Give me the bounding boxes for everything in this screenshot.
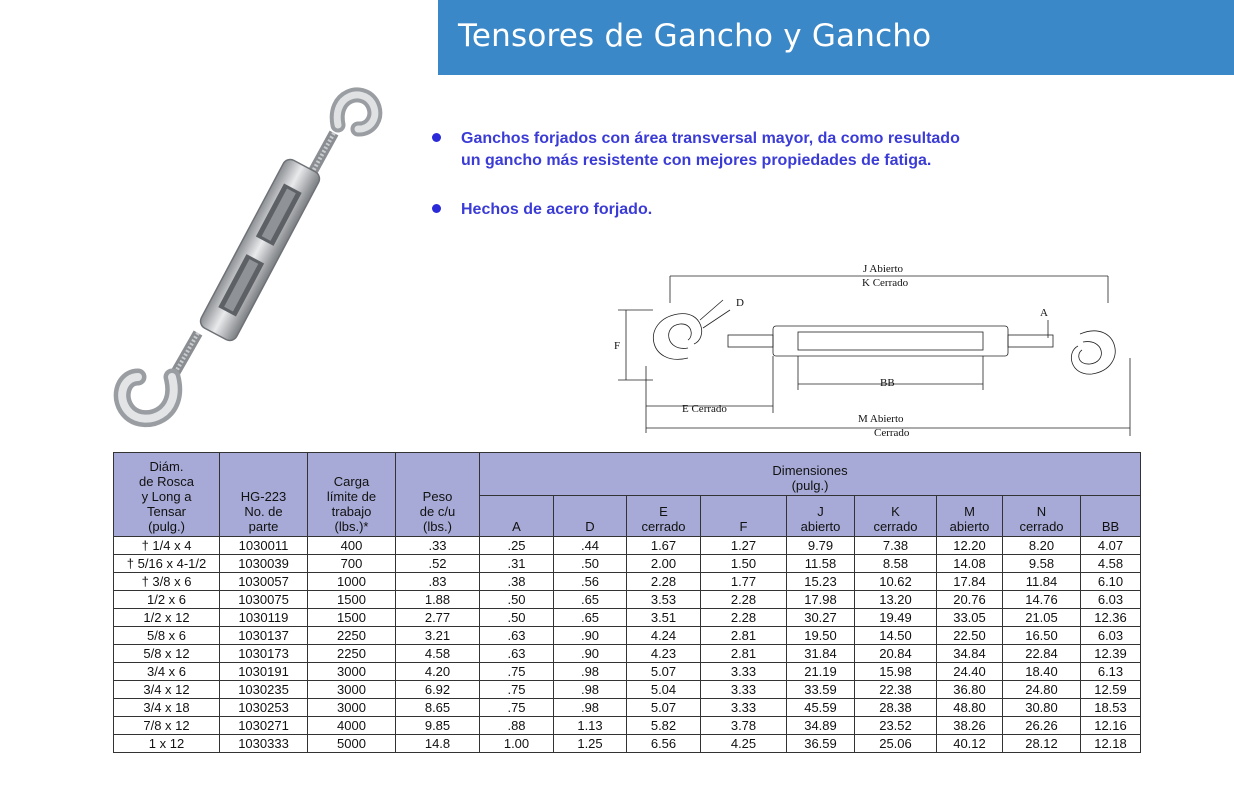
table-cell: 2.81	[701, 645, 787, 663]
table-cell: 4.23	[627, 645, 701, 663]
table-cell: 40.12	[937, 735, 1003, 753]
table-cell: .44	[554, 537, 627, 555]
table-cell: 2250	[308, 627, 396, 645]
table-cell: 14.8	[396, 735, 480, 753]
table-cell: 2.00	[627, 555, 701, 573]
diagram-label-bb: BB	[880, 377, 895, 389]
table-cell: 21.19	[787, 663, 855, 681]
table-cell: .33	[396, 537, 480, 555]
table-cell: 3.53	[627, 591, 701, 609]
header-bb: BB	[1081, 496, 1141, 537]
table-cell: 1 x 12	[114, 735, 220, 753]
table-cell: 12.59	[1081, 681, 1141, 699]
table-cell: .83	[396, 573, 480, 591]
table-cell: 5/8 x 12	[114, 645, 220, 663]
header-a: A	[480, 496, 554, 537]
table-cell: 400	[308, 537, 396, 555]
table-row	[114, 717, 1141, 735]
table-cell: 700	[308, 555, 396, 573]
header-n: N cerrado	[1003, 496, 1081, 537]
table-cell: 18.53	[1081, 699, 1141, 717]
table-cell: 12.16	[1081, 717, 1141, 735]
header-m: M abierto	[937, 496, 1003, 537]
table-cell: 33.05	[937, 609, 1003, 627]
diagram-label-f: F	[614, 340, 621, 352]
table-cell: † 5/16 x 4-1/2	[114, 555, 220, 573]
table-cell: 6.56	[627, 735, 701, 753]
title-bar	[438, 0, 1234, 75]
table-cell: 8.20	[1003, 537, 1081, 555]
table-cell: 17.98	[787, 591, 855, 609]
table-cell: 2.28	[701, 609, 787, 627]
table-cell: .75	[480, 663, 554, 681]
table-cell: .63	[480, 627, 554, 645]
table-cell: 1.27	[701, 537, 787, 555]
table-cell: .98	[554, 681, 627, 699]
table-cell: .38	[480, 573, 554, 591]
table-cell: 2.28	[701, 591, 787, 609]
diagram-label-d: D	[736, 297, 744, 309]
table-cell: 6.03	[1081, 591, 1141, 609]
table-cell: 1030333	[220, 735, 308, 753]
table-cell: .31	[480, 555, 554, 573]
diagram-label-m: M Abierto	[858, 413, 904, 425]
table-cell: 23.52	[855, 717, 937, 735]
table-cell: † 1/4 x 4	[114, 537, 220, 555]
table-cell: 20.84	[855, 645, 937, 663]
table-cell: 5.07	[627, 699, 701, 717]
table-cell: 28.38	[855, 699, 937, 717]
table-cell: 1030271	[220, 717, 308, 735]
table-cell: 5.82	[627, 717, 701, 735]
table-row	[114, 609, 1141, 627]
table-cell: 1030011	[220, 537, 308, 555]
header-load-limit: Carga límite de trabajo (lbs.)*	[308, 453, 396, 537]
table-cell: 8.58	[855, 555, 937, 573]
table-cell: 30.80	[1003, 699, 1081, 717]
table-cell: 7.38	[855, 537, 937, 555]
table-cell: .65	[554, 609, 627, 627]
table-cell: 9.79	[787, 537, 855, 555]
diagram-label-j: J Abierto	[863, 263, 904, 275]
table-cell: 3.51	[627, 609, 701, 627]
table-cell: 5.07	[627, 663, 701, 681]
table-cell: 38.26	[937, 717, 1003, 735]
bullet-icon	[432, 204, 441, 213]
table-cell: 2.28	[627, 573, 701, 591]
table-cell: 45.59	[787, 699, 855, 717]
table-cell: .52	[396, 555, 480, 573]
table-cell: 28.12	[1003, 735, 1081, 753]
table-cell: 22.38	[855, 681, 937, 699]
table-cell: 24.80	[1003, 681, 1081, 699]
header-f: F	[701, 496, 787, 537]
table-cell: 11.84	[1003, 573, 1081, 591]
table-cell: 3000	[308, 699, 396, 717]
table-cell: 1030191	[220, 663, 308, 681]
table-cell: 1.13	[554, 717, 627, 735]
table-cell: 10.62	[855, 573, 937, 591]
header-part-number: HG-223 No. de parte	[220, 453, 308, 537]
table-cell: 3.33	[701, 681, 787, 699]
table-cell: 36.59	[787, 735, 855, 753]
table-cell: 22.84	[1003, 645, 1081, 663]
table-cell: 1.50	[701, 555, 787, 573]
table-cell: 6.13	[1081, 663, 1141, 681]
table-cell: 12.36	[1081, 609, 1141, 627]
table-cell: 1030253	[220, 699, 308, 717]
table-cell: 3000	[308, 681, 396, 699]
table-cell: 19.49	[855, 609, 937, 627]
table-cell: 22.50	[937, 627, 1003, 645]
table-cell: 1030173	[220, 645, 308, 663]
table-cell: 1500	[308, 609, 396, 627]
table-cell: 6.92	[396, 681, 480, 699]
table-cell: 1030057	[220, 573, 308, 591]
table-cell: 3000	[308, 663, 396, 681]
table-cell: 6.03	[1081, 627, 1141, 645]
table-cell: 36.80	[937, 681, 1003, 699]
table-cell: 1.00	[480, 735, 554, 753]
table-cell: 1030137	[220, 627, 308, 645]
table-cell: 3/4 x 6	[114, 663, 220, 681]
table-cell: 1030119	[220, 609, 308, 627]
table-cell: 2.77	[396, 609, 480, 627]
table-cell: 9.85	[396, 717, 480, 735]
table-cell: 2.81	[701, 627, 787, 645]
table-row	[114, 735, 1141, 753]
table-cell: .98	[554, 663, 627, 681]
diagram-label-a: A	[1040, 307, 1048, 319]
table-cell: .75	[480, 699, 554, 717]
header-j: J abierto	[787, 496, 855, 537]
table-cell: 13.20	[855, 591, 937, 609]
table-cell: 1500	[308, 591, 396, 609]
feature-text: Ganchos forjados con área transversal mayor, da como resultado un gancho más resistente con mejores propiedades de fatiga.	[461, 130, 960, 169]
table-row	[114, 537, 1141, 555]
table-cell: 9.58	[1003, 555, 1081, 573]
table-cell: 33.59	[787, 681, 855, 699]
table-cell: 21.05	[1003, 609, 1081, 627]
feature-item	[430, 128, 1070, 172]
header-diameter: Diám. de Rosca y Long a Tensar (pulg.)	[114, 453, 220, 537]
table-cell: 1/2 x 12	[114, 609, 220, 627]
table-cell: 3.33	[701, 699, 787, 717]
table-cell: 19.50	[787, 627, 855, 645]
table-cell: 17.84	[937, 573, 1003, 591]
table-cell: 8.65	[396, 699, 480, 717]
table-cell: .65	[554, 591, 627, 609]
table-cell: 34.89	[787, 717, 855, 735]
table-cell: 15.98	[855, 663, 937, 681]
table-cell: .98	[554, 699, 627, 717]
table-cell: 30.27	[787, 609, 855, 627]
header-k: K cerrado	[855, 496, 937, 537]
feature-item	[430, 199, 1070, 221]
table-cell: 7/8 x 12	[114, 717, 220, 735]
table-cell: 11.58	[787, 555, 855, 573]
table-cell: 26.26	[1003, 717, 1081, 735]
table-cell: 3.33	[701, 663, 787, 681]
table-row	[114, 591, 1141, 609]
table-cell: .63	[480, 645, 554, 663]
table-cell: 15.23	[787, 573, 855, 591]
table-cell: 4.07	[1081, 537, 1141, 555]
table-row	[114, 663, 1141, 681]
table-cell: 5.04	[627, 681, 701, 699]
table-cell: 3/4 x 12	[114, 681, 220, 699]
table-cell: 1030039	[220, 555, 308, 573]
table-cell: 3.78	[701, 717, 787, 735]
table-cell: 48.80	[937, 699, 1003, 717]
dimension-diagram	[608, 258, 1138, 443]
table-cell: .75	[480, 681, 554, 699]
table-cell: 1.67	[627, 537, 701, 555]
table-cell: 14.50	[855, 627, 937, 645]
table-cell: 14.76	[1003, 591, 1081, 609]
header-weight: Peso de c/u (lbs.)	[396, 453, 480, 537]
table-cell: 14.08	[937, 555, 1003, 573]
table-cell: .25	[480, 537, 554, 555]
table-cell: 12.39	[1081, 645, 1141, 663]
table-cell: 16.50	[1003, 627, 1081, 645]
feature-list	[430, 128, 1070, 248]
table-cell: 4.24	[627, 627, 701, 645]
table-cell: 1030235	[220, 681, 308, 699]
table-cell: 4000	[308, 717, 396, 735]
bullet-icon	[432, 133, 441, 142]
table-cell: 24.40	[937, 663, 1003, 681]
table-cell: .88	[480, 717, 554, 735]
table-row	[114, 627, 1141, 645]
table-cell: .56	[554, 573, 627, 591]
table-cell: 18.40	[1003, 663, 1081, 681]
table-cell: 1.77	[701, 573, 787, 591]
table-cell: 31.84	[787, 645, 855, 663]
table-row	[114, 681, 1141, 699]
table-cell: .90	[554, 627, 627, 645]
table-cell: 34.84	[937, 645, 1003, 663]
table-cell: 12.18	[1081, 735, 1141, 753]
table-cell: 1030075	[220, 591, 308, 609]
table-cell: 4.20	[396, 663, 480, 681]
table-cell: 3.21	[396, 627, 480, 645]
table-cell: 3/4 x 18	[114, 699, 220, 717]
turnbuckle-photo	[100, 85, 400, 435]
table-cell: 4.25	[701, 735, 787, 753]
table-cell: .90	[554, 645, 627, 663]
table-row	[114, 645, 1141, 663]
table-cell: 12.20	[937, 537, 1003, 555]
page-title: Tensores de Gancho y Gancho	[458, 18, 932, 54]
diagram-label-k: K Cerrado	[862, 277, 909, 289]
table-cell: 6.10	[1081, 573, 1141, 591]
table-cell: 1.88	[396, 591, 480, 609]
table-cell: 4.58	[396, 645, 480, 663]
table-cell: 1.25	[554, 735, 627, 753]
table-cell: .50	[480, 591, 554, 609]
table-cell: 5/8 x 6	[114, 627, 220, 645]
table-cell: .50	[480, 609, 554, 627]
table-row	[114, 699, 1141, 717]
table-cell: 25.06	[855, 735, 937, 753]
diagram-label-m2: Cerrado	[874, 427, 910, 439]
table-cell: 5000	[308, 735, 396, 753]
table-cell: 1000	[308, 573, 396, 591]
feature-text: Hechos de acero forjado.	[461, 201, 653, 218]
table-cell: † 3/8 x 6	[114, 573, 220, 591]
table-cell: .50	[554, 555, 627, 573]
header-dimensions: Dimensiones (pulg.)	[480, 453, 1141, 496]
table-row	[114, 555, 1141, 573]
header-e: E cerrado	[627, 496, 701, 537]
table-cell: 1/2 x 6	[114, 591, 220, 609]
table-row	[114, 573, 1141, 591]
table-cell: 20.76	[937, 591, 1003, 609]
spec-table-body	[114, 537, 1141, 753]
diagram-label-e: E Cerrado	[682, 403, 727, 415]
header-d: D	[554, 496, 627, 537]
spec-table	[113, 452, 1141, 753]
table-cell: 4.58	[1081, 555, 1141, 573]
table-cell: 2250	[308, 645, 396, 663]
